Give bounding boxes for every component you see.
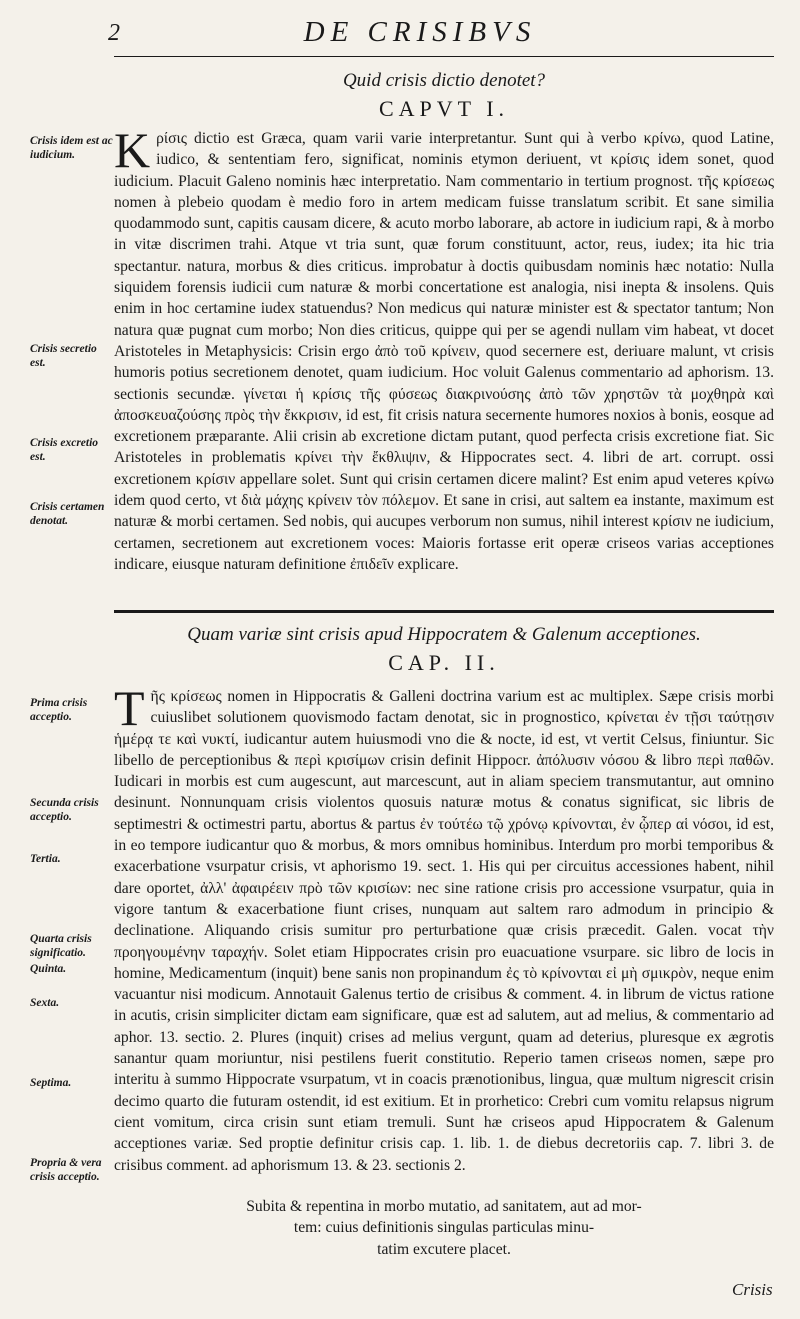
section-divider	[114, 610, 774, 613]
chapter1-body	[114, 122, 774, 575]
chapter2-body	[114, 680, 774, 1176]
margin-note-sexta: Sexta.	[30, 997, 60, 1009]
definition-line: tem: cuius definitionis singulas particulas minu-	[293, 1219, 595, 1237]
chapter1-subtitle: Quid crisis dictio denotet?	[342, 70, 546, 91]
margin-note-secunda: Secunda crisis acceptio.	[30, 797, 99, 823]
margin-note-propria: Propria & vera crisis acceptio.	[30, 1157, 102, 1183]
definition-line: tatim excutere placet.	[377, 1240, 511, 1258]
chapter1-dropcap: K	[114, 122, 151, 178]
chapter2-subtitle: Quam variæ sint crisis apud Hippocratem & Galenum acceptiones.	[187, 624, 701, 645]
margin-note-septima: Septima.	[30, 1077, 72, 1089]
chapter2-text: ῆς κρίσεως nomen in Hippocratis & Galleni doctrina varium est ac multiplex. Sæpe crisis morbi cuiuslibet solutionem quovismodo factam denotat, sic in prognostico, κρίνεται ἐν τῇσι ταύτῃσιν ἡμέρᾳ τε καὶ νυκτί, iudicantur autem huiusmodi vno die & nocte, id est, vt vertit Celsus, finiuntur. Sic libello de perceptionibus & περὶ κρισίμων crisin definit Hippocr. ἀπόλυσιν νόσου & libro περὶ παθῶν. Iudicari in morbis est cum augescunt, aut marcescunt, aut in aliam speciem transmutantur, aut omnino desinunt. Nonnunquam crisis violentos quosuis naturæ motus & conatus significat, sic libris de septimestri & octimestri partu, abortus & partus ἐν τούτέω τῷ χρόνῳ κρίνονται, ἐν ᾧπερ αἱ νόσοι, id est, in eo tempore iudicantur quo & morbus, & mors omnibus hominibus. Interdum pro morbi temporibus & exacerbatione vsurpatur crisis, vt aphorismo 19. sect. 1. His qui per circuitus accessiones habent, nihil dare oportet, ἀλλ' ἀφαιρέειν πρὸ τῶν κρισίων: nec sine ratione crisis pro accessione vsurpatur, quia in vigore tantum & exacerbatione fiunt crises, nunquam aut saltem raro admodum in principio & declinatione. Aliquando crisis sumitur pro perturbatione quæ crisis præcedit. Galen. vocat τὴν προηγουμένην ταραχήν. Solet etiam Hippocrates crisin pro euacuatione vsurpare. sic libro de locis in homine, Medicamentum (inquit) bene sanis non propinandum ἐς τὸ κρίνονται εἰ μὴ σμικρὸν, neque enim vacuantur nisi modicum. Annotauit Galenus tertio de crisibus & comment. 4. in librum de victus ratione in acutis, crisin simpliciter dictam eam significare, quæ est ad salutem, aut ad melius, & commentario ad aphor. 13. sectio. 2. Plures (inquit) crises ad melius vergunt, quam ad deterius, pluresque ex ægrotis sanantur quam moriuntur, nisi pestilens fuerit constitutio. Reperio tamen criseωs nomen, sæpe pro interitu à summo Hippocrate vsurpatum, vt in coacis prænotionibus, lingua, quæ multum nigrescit crisin decimo quarto die futuram ostendit, id est exitium. Et in prorhetico: Crebri cum vomitu relapsus nigrum cient vomitum, circa crisin sunt etiam tremuli. Sunt hæ criseos apud Hippocratem & Galenum acceptiones variæ. Sed proptie definitur crisis cap. 1. lib. 1. de diebus decretoriis cap. 7. libri 3. de crisibus comment. ad aphorismum 13. & 23. sectionis 2.	[114, 688, 774, 1174]
margin-note-secretio: Crisis secretio est.	[30, 343, 97, 369]
running-head: DE CRISIBVS	[303, 16, 537, 48]
chapter1-text: ρίσις dictio est Græca, quam varii varie interpretantur. Sunt qui à verbo κρίνω, quod Latine, iudico, & sententiam fero, significat, nominis etymon deriuent, vt κρίσις idem sonet, quod iudicium. Placuit Galeno nominis hæc interpretatio. Nam commentario in tertium prognost. τῆς κρίσεως nomen à plebeio quodam è medio foro in artem medicam fuisse translatum scribit. Et sane similia quodammodo sunt, capitis causam dicere, & acuto morbo laborare, ab actore in iudicium rapi, & à morbo in vitæ discrimen trahi. Atque vt tria sunt, quæ forum constituunt, actor, reus, iudex; ita hic tria spectantur. natura, morbus & dies criticus. improbatur à doctis quibusdam nominis hæc notatio: Nulla siquidem forensis iudicii cum naturæ & morbi concertatione est analogia, nisi inepta & insolens. Quis enim in hoc certamine iudex statuendus? Non medicus qui naturæ minister est & spectator tantum; Non natura quæ pugnat cum morbo; Non dies criticus, quippe qui per se agendi nullam vim habeat, vt docet Aristoteles in Metaphysicis: Crisin ergo ἀπὸ τοῦ κρίνειν, quod secernere est, deriuare malunt, vt crisis humoris potius secretionem denotet, quam iudicium. Hoc voluit Galenus commentario ad aphorism. 13. sectionis secundæ. γίνεται ἡ κρίσις τῆς φύσεως διακρινούσης ἀπὸ τῶν χρηστῶν τὰ μοχθηρὰ καὶ ἀποσκευαζούσης πρὸς τὴν ἔκκρισιν, id est, fit crisis natura secernente humores noxios à bonis, eosque ad excretionem præparante. Alii crisin ab excretione dictam putant, quod perfecta crisis excretione fiat. Sic Aristoteles in problematis κρίνει τὴν ἔκθλιψιν, & Hippocrates sect. 4. libri de art. corrupt. ossi excretionem κρίσιν appellare solet. Sunt qui crisin certamen dicere malint? Est enim apud veteres κρίνω idem quod certo, vt διὰ μάχης κρίνειν τὸν πόλεμον. Et sane in crisi, aut saltem ea instante, maximum est naturæ & morbi certamen. Sed nobis, qui aucupes verborum non sumus, nihil interest κρίσιν ne iudicium, certamen, secretionem aut excretionem voces: Maioris fortasse erit operæ criseos varias acceptiones indicare, eiusque naturam definitione ἐπιδεῖν explicare.	[114, 130, 774, 573]
margin-note-quinta: Quinta.	[30, 963, 67, 975]
chapter2-dropcap: T	[114, 680, 145, 736]
definition-line: Subita & repentina in morbo mutatio, ad sanitatem, aut ad mor-	[246, 1198, 642, 1215]
chapter2-title: CAP. II.	[388, 650, 500, 675]
margin-note-prima: Prima crisis acceptio.	[30, 697, 88, 723]
chapter1-title: CAPVT I.	[378, 96, 510, 121]
header-rule	[114, 56, 774, 57]
margin-note-tertia: Tertia.	[30, 853, 61, 865]
page-number: 2	[108, 20, 120, 46]
crisis-definition	[114, 1196, 774, 1260]
margin-note-quarta: Quarta crisis significatio.	[30, 933, 92, 959]
catchword: Crisis	[732, 1280, 773, 1299]
margin-note-excretio: Crisis excretio est.	[30, 437, 99, 463]
margin-note-iudicium: Crisis idem est ac iudicium.	[30, 135, 113, 161]
margin-note-certamen: Crisis certamen denotat.	[30, 501, 105, 527]
